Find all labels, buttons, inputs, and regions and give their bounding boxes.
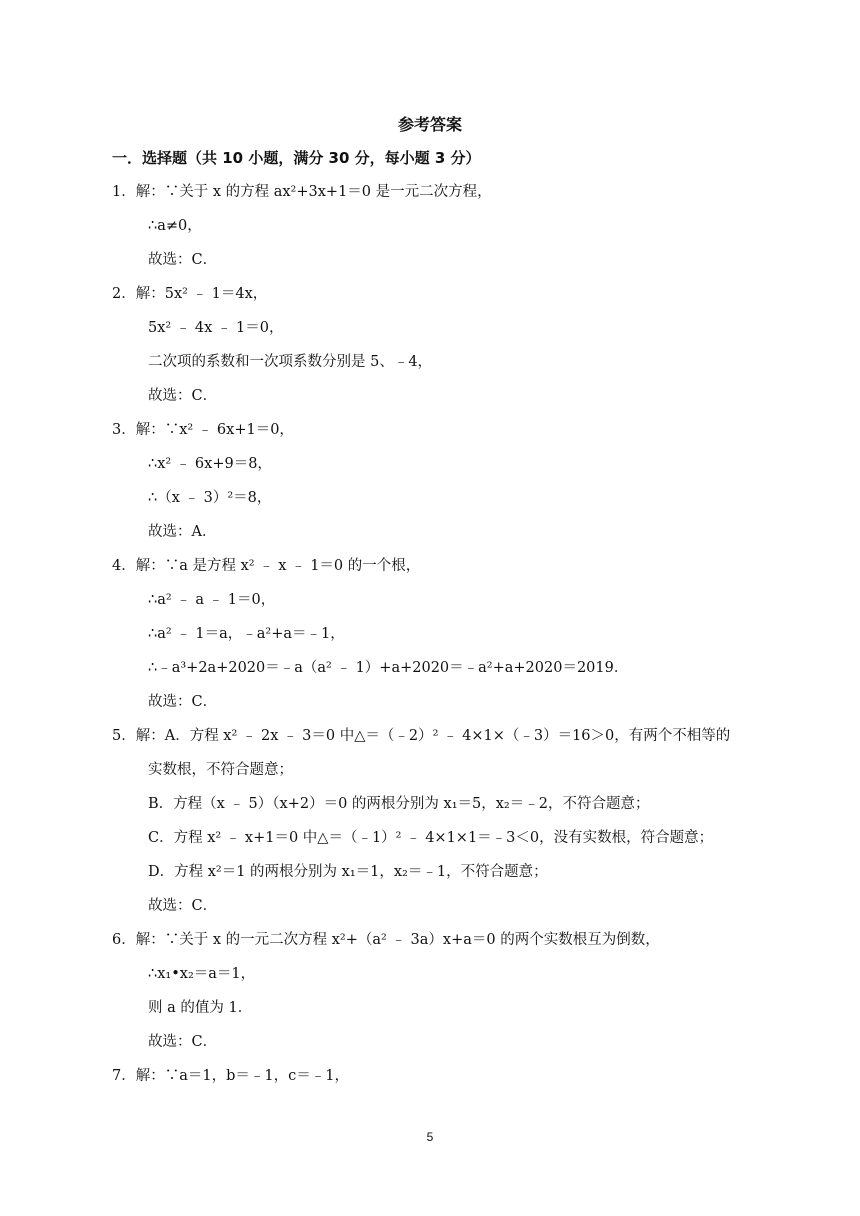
answer-line: 故选：C． [148,1034,218,1050]
answer-line: D．方程 x²＝1 的两根分别为 x₁＝1，x₂＝﹣1，不符合题意； [148,864,548,880]
answer-line: 6．解：∵关于 x 的一元二次方程 x²+（a² ﹣ 3a）x+a＝0 的两个实数根互为倒数， [112,932,660,948]
answer-line: 故选：C． [148,694,218,710]
answer-line: C．方程 x² ﹣ x+1＝0 中△＝（﹣1）² ﹣ 4×1×1＝﹣3＜0，没有实数根，符合题意； [148,830,714,846]
answer-line: ∴x₁•x₂＝a＝1， [148,966,256,982]
answer-line: 故选：A． [148,524,217,540]
answer-line: B．方程（x ﹣ 5）（x+2）＝0 的两根分别为 x₁＝5，x₂＝﹣2，不符合题意； [148,796,650,812]
answer-line: 2．解：5x² ﹣ 1＝4x， [112,286,268,302]
answer-line: 7．解：∵a＝1，b＝﹣1，c＝﹣1， [112,1068,349,1084]
answer-line: ∴x² ﹣ 6x+9＝8， [148,456,272,472]
answer-line: 5x² ﹣ 4x ﹣ 1＝0， [148,320,284,336]
page-number: 5 [426,1130,434,1144]
answer-line: 3．解：∵x² ﹣ 6x+1＝0， [112,422,294,438]
section-heading: 一．选择题（共 10 小题，满分 30 分，每小题 3 分） [112,149,481,167]
answer-line: 1．解：∵关于 x 的方程 ax²+3x+1＝0 是一元二次方程， [112,184,492,200]
answer-line: 4．解：∵a 是方程 x² ﹣ x ﹣ 1＝0 的一个根， [112,558,421,574]
answer-line: ∴a² ﹣ 1＝a，﹣a²+a＝﹣1， [148,626,345,642]
answer-line: 故选：C． [148,388,218,404]
answer-line: ∴（x ﹣ 3）²＝8， [148,490,272,506]
answer-line: ∴a≠0， [148,218,202,234]
answer-line: 5．解：A．方程 x² ﹣ 2x ﹣ 3＝0 中△＝（﹣2）² ﹣ 4×1×（﹣3）＝16＞0，有两个不相等的 [112,728,731,744]
answer-line: 实数根，不符合题意； [148,762,293,778]
answer-line: 故选：C． [148,252,218,268]
page-title: 参考答案 [397,115,462,134]
answer-line: ∴﹣a³+2a+2020＝﹣a（a² ﹣ 1）+a+2020＝﹣a²+a+2020＝2019． [148,660,629,676]
answer-line: 故选：C． [148,898,218,914]
answer-line: 二次项的系数和一次项系数分别是 5、﹣4， [148,354,433,370]
answer-line: ∴a² ﹣ a ﹣ 1＝0， [148,592,276,608]
answer-line: 则 a 的值为 1． [148,1000,253,1016]
